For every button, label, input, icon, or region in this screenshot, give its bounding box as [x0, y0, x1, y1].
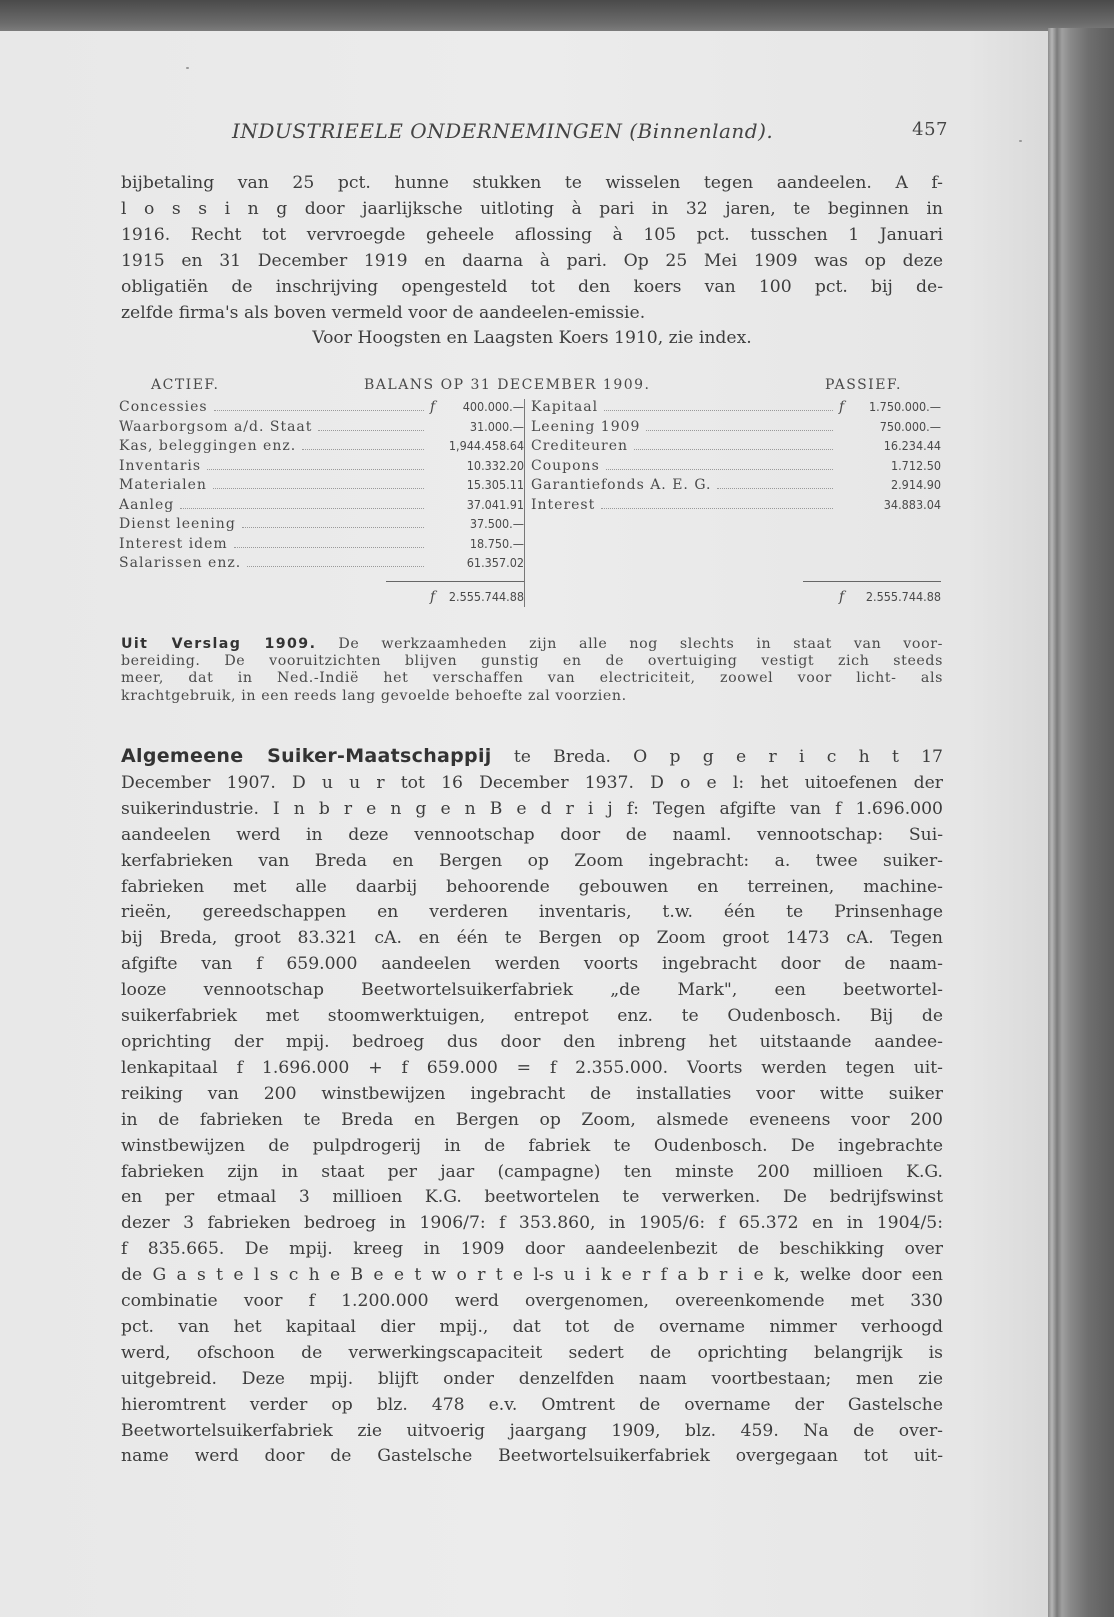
balance-sheet-header [119, 377, 941, 399]
passief-label: Kapitaal [531, 399, 599, 415]
report-excerpt [121, 636, 943, 705]
balance-columns [119, 399, 941, 607]
text-line: f 835.665. De mpij. kreeg in 1909 door aandeelenbezit de beschikking over [121, 1239, 943, 1260]
index-note: Voor Hoogsten en Laagsten Koers 1910, zie index. [312, 328, 752, 349]
passief-row [531, 419, 941, 439]
text-line: uitgebreid. Deze mpij. blijft onder denzelfden naam voortbestaan; men zie [121, 1368, 943, 1389]
leader-dots [242, 527, 424, 528]
passief-label: Crediteuren [531, 438, 629, 454]
leader-dots [213, 488, 424, 489]
actief-amount: 31.000.— [469, 418, 524, 434]
text-line: dezer 3 fabrieken bedroeg in 1906/7: f 353.860, in 1905/6: f 65.372 en in 1904/5: [121, 1213, 943, 1234]
actief-row [119, 516, 524, 536]
text-line: combinatie voor f 1.200.000 werd overgenomen, overeenkomende met 330 [121, 1291, 943, 1312]
passief-label: Coupons [531, 457, 600, 474]
text-line: suikerfabriek met stoomwerktuigen, entrepot enz. te Oudenbosch. Bij de [121, 1006, 943, 1027]
passief-row [531, 497, 941, 517]
leader-dots [606, 469, 833, 470]
total-rule [803, 581, 941, 582]
actief-label: Salarissen enz. [119, 555, 242, 571]
text-line: looze vennootschap Beetwortelsuikerfabriek „de Mark", een beetwortel- [121, 980, 943, 1001]
actief-label: Aanleg [119, 496, 175, 513]
passief-row [531, 477, 941, 497]
text-line: afgifte van f 659.000 aandeelen werden voorts ingebracht door de naam- [121, 954, 943, 975]
page-number: 457 [912, 119, 948, 140]
scan-frame-top [0, 0, 1114, 32]
text-line: reiking van 200 winstbewijzen ingebracht de installaties voor witte suiker [121, 1083, 943, 1104]
text-line: de G a s t e l s c h e B e e t w o r t e l-s u i k e r f a b r i e k, welke door een [121, 1265, 943, 1286]
total-rule [386, 581, 524, 582]
paper-speck [186, 67, 189, 69]
text-line: lenkapitaal f 1.696.000 + f 659.000 = f 2.355.000. Voorts werden tegen uit- [121, 1057, 943, 1078]
actief-total: 2.555.744.88 [448, 588, 524, 604]
text-line: in de fabrieken te Breda en Bergen op Zoom, alsmede eveneens voor 200 [121, 1109, 943, 1130]
leader-dots [604, 410, 833, 411]
leader-dots [180, 508, 424, 509]
passief-amount: 16.234.44 [883, 438, 941, 453]
balance-sheet [119, 377, 941, 607]
text-line: hieromtrent verder op blz. 478 e.v. Omtrent de overname der Gastelsche [121, 1394, 943, 1415]
text-line: suikerindustrie. I n b r e n g e n B e d r i j f: Tegen afgifte van f 1.696.000 [121, 798, 943, 819]
actief-label: Interest idem [119, 535, 228, 552]
report-label: Uit Verslag 1909. [121, 636, 317, 652]
report-text: De werkzaamheden zijn alle nog slechts in staat van voor- [338, 636, 943, 652]
actief-amount: 61.357.02 [466, 555, 524, 570]
passief-row [531, 458, 941, 478]
actief-total-row [119, 581, 524, 607]
passief-label: Garantiefonds A. E. G. [531, 477, 712, 493]
actief-amount: 1,944.458.64 [448, 438, 524, 453]
actief-amount: 37.041.91 [466, 496, 524, 512]
text-line-rest: te Breda. O p g e r i c h t 17 [513, 747, 943, 767]
text-line: oprichting der mpij. bedroeg dus door den inbreng het uitstaande aandee- [121, 1031, 943, 1052]
leader-dots [717, 488, 833, 489]
actief-row [119, 438, 524, 458]
passief-amount: 1.750.000.— [868, 399, 941, 414]
paper-speck [1019, 140, 1022, 142]
passief-amount: 1.712.50 [890, 457, 941, 473]
text-line: 1915 en 31 December 1919 en daarna à pari. Op 25 Mei 1909 was op deze [121, 250, 943, 271]
passief-total-row [531, 581, 941, 607]
book-binding-edge [1048, 28, 1114, 1617]
text-line [121, 744, 943, 771]
leader-dots [247, 566, 424, 567]
text-line: fabrieken met alle daarbij behoorende gebouwen en terreinen, machine- [121, 876, 943, 897]
text-line: rieën, gereedschappen en verderen inventaris, t.w. één te Prinsenhage [121, 902, 943, 923]
actief-row [119, 497, 524, 517]
actief-label: Kas, beleggingen enz. [119, 438, 297, 454]
text-line [121, 636, 943, 653]
passief-row [531, 438, 941, 458]
text-line: bij Breda, groot 83.321 cA. en één te Bergen op Zoom groot 1473 cA. Tegen [121, 928, 943, 949]
passief-label: Interest [531, 496, 596, 513]
text-line: l o s s i n g door jaarlijksche uitloting à pari in 32 jaren, te beginnen in [121, 198, 943, 219]
actief-row [119, 458, 524, 478]
spacer [531, 516, 941, 536]
currency-symbol: f [430, 588, 436, 605]
actief-amount: 18.750.— [469, 535, 524, 551]
company-entry [121, 744, 943, 1470]
text-line: Beetwortelsuikerfabriek zie uitvoerig jaargang 1909, blz. 459. Na de over- [121, 1420, 943, 1441]
actief-amount: 37.500.— [469, 516, 524, 531]
actief-label: Dienst leening [119, 516, 236, 532]
text-line: werd, ofschoon de verwerkingscapaciteit sedert de oprichting belangrijk is [121, 1342, 943, 1363]
leader-dots [634, 449, 833, 450]
text-line: bereiding. De vooruitzichten blijven gunstig en de overtuiging vestigt zich steeds [121, 653, 943, 670]
leader-dots [646, 430, 833, 431]
actief-row [119, 399, 524, 419]
actief-row [119, 536, 524, 556]
passief-row [531, 399, 941, 419]
actief-column [119, 399, 524, 607]
leader-dots [318, 430, 424, 431]
company-name: Algemeene Suiker-Maatschappij [121, 745, 492, 767]
text-line: name werd door de Gastelsche Beetwortelsuikerfabriek overgegaan tot uit- [121, 1446, 943, 1467]
currency-symbol: f [839, 399, 846, 415]
running-head [232, 119, 948, 143]
continuation-paragraph [121, 171, 943, 352]
spacer [531, 555, 941, 575]
actief-label: Materialen [119, 477, 207, 493]
actief-amount: 10.332.20 [466, 457, 524, 473]
passief-amount: 34.883.04 [883, 496, 941, 512]
leader-dots [214, 410, 424, 411]
passief-column [524, 399, 941, 607]
currency-symbol: f [839, 588, 845, 605]
text-line: bijbetaling van 25 pct. hunne stukken te wisselen tegen aandeelen. A f- [121, 173, 943, 193]
leader-dots [207, 469, 424, 470]
balance-title: BALANS OP 31 DECEMBER 1909. [364, 377, 651, 393]
actief-heading: ACTIEF. [151, 377, 220, 393]
passief-total: 2.555.744.88 [865, 588, 941, 604]
actief-amount: 15.305.11 [466, 477, 524, 492]
text-line: zelfde firma's als boven vermeld voor de aandeelen-emissie. [121, 302, 646, 323]
text-line: fabrieken zijn in staat per jaar (campagne) ten minste 200 millioen K.G. [121, 1161, 943, 1182]
text-line: pct. van het kapitaal dier mpij., dat tot de overname nimmer verhoogd [121, 1316, 943, 1337]
text-line: en per etmaal 3 millioen K.G. beetwortelen te verwerken. De bedrijfswinst [121, 1187, 943, 1208]
actief-label: Inventaris [119, 457, 202, 474]
actief-label: Concessies [119, 399, 208, 415]
leader-dots [234, 547, 424, 548]
passief-amount: 750.000.— [879, 418, 941, 434]
text-line: December 1907. D u u r tot 16 December 1937. D o e l: het uitoefenen der [121, 772, 943, 793]
actief-label: Waarborgsom a/d. Staat [119, 418, 313, 435]
text-line: aandeelen werd in deze vennootschap door de naaml. vennootschap: Sui- [121, 824, 943, 845]
text-line: obligatiën de inschrijving opengesteld tot den koers van 100 pct. bij de- [121, 276, 943, 297]
running-title: INDUSTRIEELE ONDERNEMINGEN (Binnenland). [232, 119, 774, 143]
actief-row [119, 477, 524, 497]
currency-symbol: f [430, 399, 437, 415]
actief-row [119, 555, 524, 575]
leader-dots [601, 508, 833, 509]
text-line: winstbewijzen de pulpdrogerij in de fabriek te Oudenbosch. De ingebrachte [121, 1135, 943, 1156]
leader-dots [302, 449, 424, 450]
spacer [531, 536, 941, 556]
text-line: krachtgebruik, in een reeds lang gevoelde behoefte zal voorzien. [121, 687, 627, 704]
passief-heading: PASSIEF. [825, 377, 902, 393]
passief-amount: 2.914.90 [890, 477, 941, 492]
text-line: 1916. Recht tot vervroegde geheele aflossing à 105 pct. tusschen 1 Januari [121, 224, 943, 245]
actief-row [119, 419, 524, 439]
text-line: kerfabrieken van Breda en Bergen op Zoom ingebracht: a. twee suiker- [121, 850, 943, 871]
actief-amount: 400.000.— [462, 399, 524, 414]
passief-label: Leening 1909 [531, 418, 641, 435]
text-line: meer, dat in Ned.-Indië het verschaffen van electriciteit, zoowel voor licht- als [121, 670, 943, 687]
